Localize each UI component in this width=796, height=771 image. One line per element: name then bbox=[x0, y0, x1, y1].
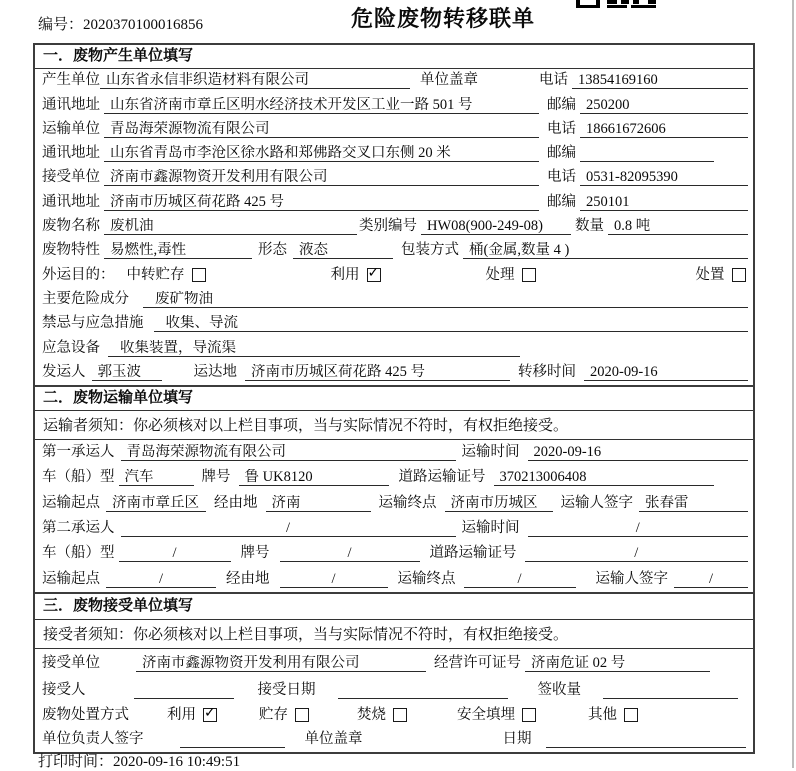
emergency-measures-label: 禁忌与应急措施 bbox=[42, 315, 144, 332]
origin2-value: / bbox=[106, 571, 216, 588]
plate2-label: 牌号 bbox=[240, 545, 270, 562]
hazard-components-value: 废矿物油 bbox=[143, 291, 748, 308]
vehicle-type2-label: 车（船）型 bbox=[42, 545, 115, 562]
producer-unit-label: 产生单位 bbox=[42, 72, 100, 89]
purpose-disposal-label: 处置 bbox=[695, 266, 725, 283]
transport-time1-label: 运输时间 bbox=[461, 444, 520, 461]
purpose-disposal-checkbox bbox=[732, 268, 746, 282]
transfer-time-value: 2020-09-16 bbox=[584, 364, 748, 381]
first-carrier-label: 第一承运人 bbox=[42, 444, 115, 461]
shipper-label: 发运人 bbox=[42, 363, 86, 380]
disposal-option-use bbox=[167, 707, 217, 724]
disposal-storage-label: 贮存 bbox=[259, 706, 288, 723]
section-transporter-header: 二．废物运输单位填写 bbox=[35, 387, 753, 411]
transporter-unit-value: 青岛海荣源物流有限公司 bbox=[104, 121, 539, 138]
purpose-option-transfer-storage bbox=[127, 267, 206, 284]
section-producer bbox=[35, 45, 753, 385]
waste-characteristics-row bbox=[35, 239, 753, 263]
carrier-sign2-value: / bbox=[674, 571, 748, 588]
section-receiver bbox=[35, 592, 753, 752]
disposal-use-label: 利用 bbox=[167, 706, 196, 723]
road-permit2-value: / bbox=[525, 545, 749, 562]
road-permit1-label: 道路运输证号 bbox=[398, 469, 486, 486]
second-carrier-row bbox=[35, 516, 753, 541]
serial-number: 2020370100016856 bbox=[83, 17, 204, 33]
producer-address-row bbox=[35, 93, 753, 117]
receiver-address-label: 通讯地址 bbox=[42, 193, 100, 210]
transporter-phone-label: 电话 bbox=[547, 120, 576, 137]
producer-address-label: 通讯地址 bbox=[42, 96, 100, 113]
emergency-equipment-label: 应急设备 bbox=[42, 339, 100, 356]
purpose-option-use bbox=[331, 267, 381, 284]
via2-label: 经由地 bbox=[226, 570, 270, 587]
route1-row bbox=[35, 490, 753, 515]
receiver-phone-value: 0531-82095390 bbox=[580, 169, 748, 186]
vehicle1-row bbox=[35, 465, 753, 490]
shipper-value: 郭玉波 bbox=[92, 364, 162, 381]
origin2-label: 运输起点 bbox=[42, 570, 100, 587]
receiver-seal-label: 单位盖章 bbox=[304, 730, 363, 747]
disposal-use-checkbox bbox=[203, 708, 217, 722]
emergency-measures-row bbox=[35, 312, 753, 336]
transporter-zip-value bbox=[580, 145, 714, 162]
receiver-unit-value: 济南市鑫源物资开发利用有限公司 bbox=[104, 169, 539, 186]
disposal-method-label: 废物处置方式 bbox=[42, 706, 129, 723]
transfer-form-table bbox=[33, 43, 755, 754]
waste-characteristics-label: 废物特性 bbox=[42, 242, 100, 259]
receive-unit-value: 济南市鑫源物资开发利用有限公司 bbox=[136, 655, 426, 672]
vehicle-type1-value: 汽车 bbox=[119, 469, 194, 486]
via1-label: 经由地 bbox=[214, 494, 258, 511]
receiver-unit-label: 接受单位 bbox=[42, 169, 100, 186]
disposal-other-checkbox bbox=[624, 708, 638, 722]
hazard-components-label: 主要危险成分 bbox=[42, 290, 129, 307]
unit-seal-label: 单位盖章 bbox=[420, 72, 478, 89]
carrier-sign2-label: 运输人签字 bbox=[595, 570, 668, 587]
print-time-label: 打印时间： bbox=[38, 754, 114, 770]
emergency-measures-value: 收集、导流 bbox=[154, 315, 749, 332]
plate2-value: / bbox=[280, 545, 420, 562]
via2-value: / bbox=[280, 571, 388, 588]
transport-purpose-row bbox=[35, 263, 753, 287]
receiver-zip-label: 邮编 bbox=[547, 193, 576, 210]
producer-phone-value: 13854169160 bbox=[572, 72, 748, 89]
route2-row bbox=[35, 566, 753, 591]
section-receiver-header: 三．废物接受单位填写 bbox=[35, 594, 753, 620]
responsible-sign-label: 单位负责人签字 bbox=[42, 730, 144, 747]
first-carrier-row bbox=[35, 440, 753, 465]
disposal-other-label: 其他 bbox=[588, 706, 617, 723]
vehicle-type2-value: / bbox=[119, 545, 231, 562]
origin1-value: 济南市章丘区 bbox=[106, 495, 206, 512]
quantity-value: 0.8 吨 bbox=[608, 218, 748, 235]
receiver-address-row bbox=[35, 190, 753, 214]
transport-time2-value: / bbox=[528, 520, 749, 537]
producer-unit-row bbox=[35, 69, 753, 93]
purpose-use-label: 利用 bbox=[330, 266, 360, 283]
responsible-sign-row bbox=[35, 728, 753, 752]
receive-unit-row bbox=[35, 649, 753, 676]
via1-value: 济南 bbox=[266, 495, 371, 512]
packaging-value: 桶(金属,数量 4 ) bbox=[463, 242, 748, 259]
transporter-address-label: 通讯地址 bbox=[42, 145, 100, 162]
receiver-address-value: 济南市历城区荷花路 425 号 bbox=[104, 194, 539, 211]
vehicle2-row bbox=[35, 541, 753, 566]
terminus2-value: / bbox=[464, 571, 576, 588]
quantity-label: 数量 bbox=[575, 218, 604, 235]
waste-characteristics-value: 易燃性,毒性 bbox=[104, 242, 252, 259]
road-permit2-label: 道路运输证号 bbox=[429, 545, 517, 562]
emergency-equipment-row bbox=[35, 336, 753, 360]
transporter-zip-label: 邮编 bbox=[547, 145, 576, 162]
receiver-zip-value: 250101 bbox=[580, 194, 748, 211]
first-carrier-value: 青岛海荣源物流有限公司 bbox=[121, 444, 456, 461]
disposal-option-other bbox=[588, 707, 638, 724]
page-title: 危险废物转移联单 bbox=[350, 6, 535, 31]
purpose-option-disposal bbox=[696, 267, 746, 284]
waste-name-label: 废物名称 bbox=[42, 218, 100, 235]
second-carrier-label: 第二承运人 bbox=[42, 520, 115, 537]
section-transporter bbox=[35, 385, 753, 592]
serial-label: 编号： bbox=[38, 17, 84, 33]
producer-phone-label: 电话 bbox=[539, 72, 568, 89]
vehicle-type1-label: 车（船）型 bbox=[42, 469, 115, 486]
transport-time1-value: 2020-09-16 bbox=[528, 444, 749, 461]
purpose-treatment-checkbox bbox=[522, 268, 536, 282]
disposal-storage-checkbox bbox=[295, 708, 309, 722]
receiver-phone-label: 电话 bbox=[547, 169, 576, 186]
transport-purpose-label: 外运目的： bbox=[42, 266, 115, 283]
receive-date-label: 接受日期 bbox=[257, 681, 316, 698]
page-right-edge bbox=[792, 0, 794, 768]
print-time-value: 2020-09-16 10:49:51 bbox=[113, 754, 241, 770]
carrier-sign1-value: 张春雷 bbox=[639, 495, 748, 512]
receive-unit-label: 接受单位 bbox=[42, 654, 100, 671]
receiver-unit-row bbox=[35, 166, 753, 190]
transfer-time-label: 转移时间 bbox=[518, 363, 576, 380]
license-value: 济南危证 02 号 bbox=[525, 655, 710, 672]
carrier-sign1-label: 运输人签字 bbox=[560, 494, 633, 511]
physical-form-label: 形态 bbox=[258, 242, 287, 259]
road-permit1-value: 370213006408 bbox=[494, 469, 714, 486]
receive-person-label: 接受人 bbox=[42, 681, 86, 698]
terminus1-label: 运输终点 bbox=[378, 494, 437, 511]
transporter-unit-row bbox=[35, 118, 753, 142]
waste-name-value: 废机油 bbox=[104, 218, 357, 235]
receive-person-value bbox=[134, 682, 234, 699]
terminus2-label: 运输终点 bbox=[397, 570, 456, 587]
shipper-row bbox=[35, 361, 753, 385]
disposal-option-incineration bbox=[357, 707, 407, 724]
producer-address-value: 山东省济南市章丘区明水经济技术开发区工业一路 501 号 bbox=[104, 97, 539, 114]
receive-date-value bbox=[338, 682, 508, 699]
hazard-components-row bbox=[35, 288, 753, 312]
section-producer-header: 一．废物产生单位填写 bbox=[35, 45, 753, 69]
transporter-notice: 运输者须知：你必须核对以上栏目事项，当与实际情况不符时，有权拒绝接受。 bbox=[35, 411, 753, 440]
destination-label: 运达地 bbox=[193, 363, 237, 380]
date-label: 日期 bbox=[502, 730, 532, 747]
receive-person-row bbox=[35, 676, 753, 703]
purpose-treatment-label: 处理 bbox=[485, 266, 515, 283]
producer-unit-value: 山东省永信非织造材料有限公司 bbox=[100, 72, 410, 89]
disposal-option-storage bbox=[259, 707, 309, 724]
plate1-value: 鲁 UK8120 bbox=[239, 469, 389, 486]
purpose-transfer-storage-label: 中转贮存 bbox=[126, 266, 185, 283]
disposal-option-landfill bbox=[457, 707, 536, 724]
transporter-address-value: 山东省青岛市李沧区徐水路和郑佛路交叉口东侧 20 米 bbox=[104, 145, 539, 162]
disposal-incineration-label: 焚烧 bbox=[357, 706, 386, 723]
terminus1-value: 济南市历城区 bbox=[445, 495, 553, 512]
second-carrier-value: / bbox=[121, 520, 456, 537]
responsible-sign-value bbox=[180, 731, 285, 748]
origin1-label: 运输起点 bbox=[42, 494, 100, 511]
disposal-incineration-checkbox bbox=[393, 708, 407, 722]
plate1-label: 牌号 bbox=[201, 469, 231, 486]
producer-zip-label: 邮编 bbox=[547, 96, 576, 113]
received-qty-value bbox=[603, 682, 738, 699]
disposal-landfill-checkbox bbox=[522, 708, 536, 722]
purpose-use-checkbox bbox=[367, 268, 381, 282]
received-qty-label: 签收量 bbox=[537, 681, 581, 698]
waste-name-row bbox=[35, 215, 753, 239]
producer-zip-value: 250200 bbox=[580, 97, 748, 114]
qr-code-fragment bbox=[576, 0, 660, 9]
purpose-option-treatment bbox=[486, 267, 536, 284]
category-code-value: HW08(900-249-08) bbox=[421, 218, 571, 235]
disposal-method-row bbox=[35, 703, 753, 728]
transporter-address-row bbox=[35, 142, 753, 166]
category-code-label: 类别编号 bbox=[359, 218, 417, 235]
receiver-notice: 接受者须知：你必须核对以上栏目事项，当与实际情况不符时，有权拒绝接受。 bbox=[35, 620, 753, 649]
transporter-phone-value: 18661672606 bbox=[580, 121, 748, 138]
date-value bbox=[546, 731, 746, 748]
transporter-unit-label: 运输单位 bbox=[42, 120, 100, 137]
purpose-transfer-storage-checkbox bbox=[192, 268, 206, 282]
physical-form-value: 液态 bbox=[293, 242, 393, 259]
packaging-label: 包装方式 bbox=[401, 242, 459, 259]
emergency-equipment-value: 收集装置，导流渠 bbox=[108, 340, 520, 357]
transport-time2-label: 运输时间 bbox=[461, 520, 520, 537]
disposal-landfill-label: 安全填埋 bbox=[457, 706, 515, 723]
license-label: 经营许可证号 bbox=[434, 654, 521, 671]
destination-value: 济南市历城区荷花路 425 号 bbox=[245, 364, 510, 381]
